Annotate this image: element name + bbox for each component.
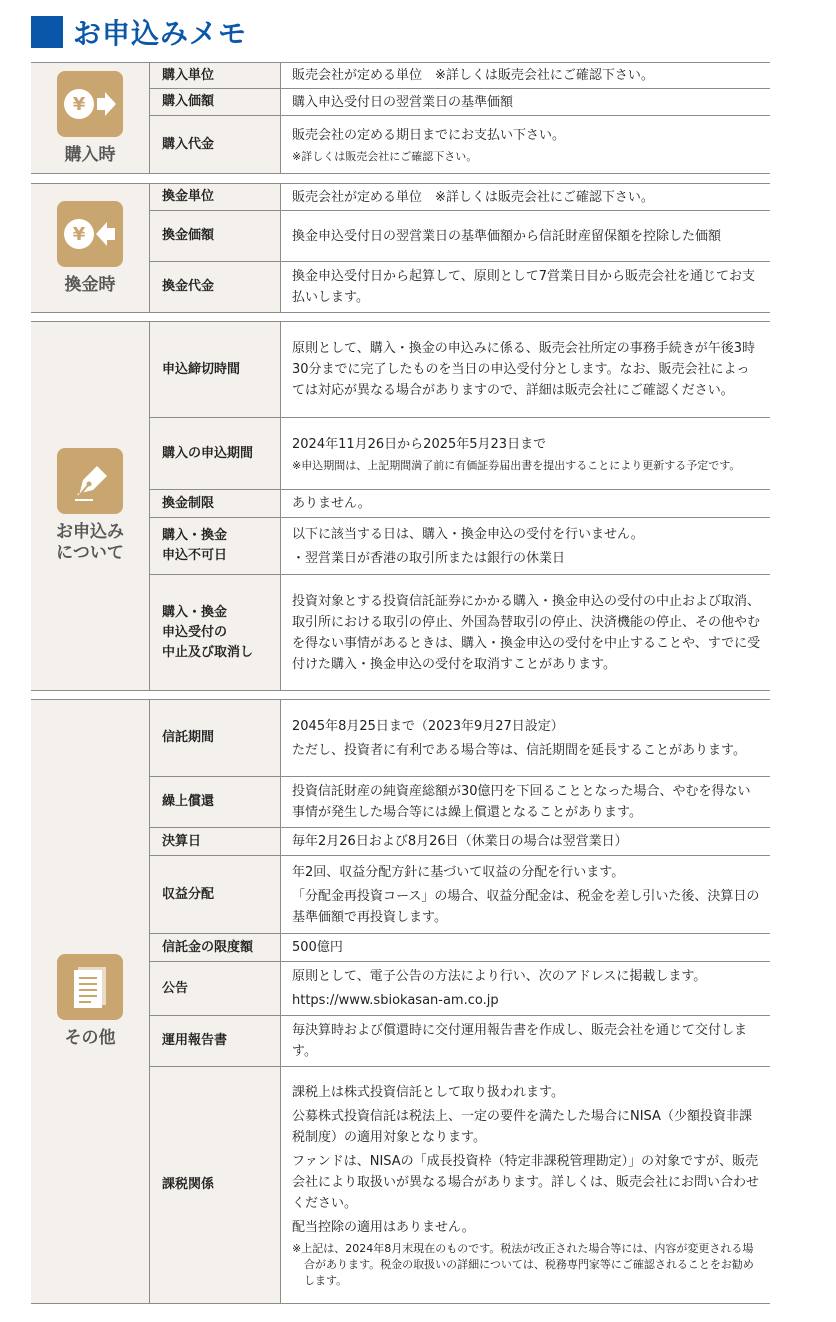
row-content — [281, 700, 770, 776]
fountain-pen-icon — [57, 448, 123, 514]
row-text: 毎決算時および償還時に交付運用報告書を作成し、販売会社を通じて交付します。 — [292, 1023, 748, 1059]
header-square-icon — [31, 16, 63, 48]
row-label: 換金価額 — [150, 211, 281, 261]
row-content — [281, 962, 770, 1015]
row-content — [281, 211, 770, 261]
category-label-line: お申込み — [56, 522, 124, 542]
row-text: ただし、投資者に有利である場合等は、信託期間を延長することがあります。 — [292, 742, 746, 758]
table-row — [150, 322, 770, 418]
row-label: 繰上償還 — [150, 777, 281, 827]
row-content — [281, 490, 770, 517]
row-text: ありません。 — [292, 496, 371, 511]
row-url: https://www.sbiokasan-am.co.jp — [292, 993, 499, 1008]
row-text: 原則として、電子公告の方法により行い、次のアドレスに掲載します。 — [292, 969, 707, 984]
table-row — [150, 575, 770, 690]
row-text: 公募株式投資信託は税法上、一定の要件を満たした場合にNISA（少額投資非課税制度）の適用対象となります。 — [292, 1108, 752, 1145]
category-label: その他 — [64, 1028, 116, 1048]
row-text: 2024年11月26日から2025年5月23日まで — [292, 436, 547, 452]
row-label — [150, 518, 281, 574]
row-content — [281, 418, 770, 489]
row-label: 収益分配 — [150, 856, 281, 933]
row-label: 換金単位 — [150, 184, 281, 210]
table-row — [150, 211, 770, 262]
category-cell — [31, 322, 150, 690]
table-row — [150, 89, 770, 116]
group-purchase — [31, 62, 770, 174]
row-label: 公告 — [150, 962, 281, 1015]
row-content — [281, 322, 770, 417]
table-row — [150, 1016, 770, 1067]
row-label: 運用報告書 — [150, 1016, 281, 1066]
table-row — [150, 934, 770, 962]
row-label — [150, 575, 281, 690]
row-content — [281, 262, 770, 312]
table-row — [150, 828, 770, 856]
category-label: 購入時 — [64, 144, 116, 165]
table-row — [150, 63, 770, 89]
row-text: 換金申込受付日から起算して、原則として7営業日目から販売会社を通じてお支払いします。 — [292, 269, 756, 305]
row-label: 購入価額 — [150, 89, 281, 115]
row-content — [281, 1067, 770, 1303]
table-row — [150, 490, 770, 518]
row-label: 決算日 — [150, 828, 281, 855]
table-row — [150, 116, 770, 173]
category-label: 換金時 — [64, 274, 116, 295]
svg-text:¥: ¥ — [72, 223, 86, 245]
row-label-line: 中止及び取消し — [162, 644, 254, 660]
row-text: 購入申込受付日の翌営業日の基準価額 — [292, 94, 514, 110]
table-row — [150, 700, 770, 777]
row-label: 申込締切時間 — [150, 322, 281, 417]
table-row — [150, 518, 770, 575]
row-label-line: 申込受付の — [162, 624, 228, 640]
table-row — [150, 777, 770, 828]
row-label-line: 購入・換金 — [162, 604, 228, 620]
row-note: ※上記は、2024年8月末現在のものです。税法が改正された場合等には、内容が変更される場合があります。税金の取扱いの詳細については、税務専門家等にご確認されることをお勧めします。 — [292, 1241, 754, 1287]
row-label: 換金制限 — [150, 490, 281, 517]
document-icon — [57, 954, 123, 1020]
row-label: 課税関係 — [150, 1067, 281, 1303]
row-text: 配当控除の適用はありません。 — [292, 1219, 475, 1235]
row-label-line: 購入・換金 — [162, 528, 228, 543]
row-text: 毎年2月26日および8月26日（休業日の場合は翌営業日） — [292, 834, 628, 849]
row-text: 2045年8月25日まで（2023年9月27日設定） — [292, 718, 564, 734]
category-cell — [31, 700, 150, 1303]
row-text: 課税上は株式投資信託として取り扱われます。 — [292, 1084, 564, 1100]
row-text: 投資対象とする投資信託証券にかかる購入・換金申込の受付の中止および取消、取引所における取引の停止、外国為替取引の停止、決済機能の停止、その他やむを得ない事情があるときは、購入・換金申込の受付を中止することや、すでに受付けた購入・換金申込の受付を取消すことがあります。 — [292, 593, 761, 672]
row-text: 換金申込受付日の翌営業日の基準価額から信託財産留保額を控除した価額 — [292, 228, 722, 244]
row-label: 購入の申込期間 — [150, 418, 281, 489]
row-label-line: 申込不可日 — [162, 548, 228, 563]
row-text: ファンドは、NISAの「成長投資枠（特定非課税管理勘定）」の対象ですが、販売会社により取扱いが異なる場合があります。詳しくは、販売会社にお問い合わせください。 — [292, 1153, 759, 1211]
row-content — [281, 89, 770, 115]
row-text: 販売会社の定める期日までにお支払い下さい。 — [292, 127, 566, 143]
row-content — [281, 856, 770, 933]
svg-text:¥: ¥ — [72, 93, 86, 115]
category-cell — [31, 63, 150, 173]
row-text: ・翌営業日が香港の取引所または銀行の休業日 — [292, 550, 566, 566]
row-text: 販売会社が定める単位 ※詳しくは販売会社にご確認下さい。 — [292, 68, 654, 83]
row-content — [281, 828, 770, 855]
row-label: 購入単位 — [150, 63, 281, 88]
row-text: 「分配金再投資コース」の場合、収益分配金は、税金を差し引いた後、決算日の基準価額で再投資します。 — [292, 888, 760, 925]
row-text: 原則として、購入・換金の申込みに係る、販売会社所定の事務手続きが午後3時30分までに完了したものを当日の申込受付分とします。なお、販売会社によっては対応が異なる場合がありますので、詳細は販売会社にご確認ください。 — [292, 341, 756, 398]
row-text: 年2回、収益分配方針に基づいて収益の分配を行います。 — [292, 864, 625, 880]
yen-arrow-in-icon — [57, 71, 123, 137]
row-label: 換金代金 — [150, 262, 281, 312]
table-row — [150, 418, 770, 490]
table-row — [150, 856, 770, 934]
group-other — [31, 699, 770, 1304]
row-note: ※申込期間は、上記期間満了前に有価証券届出書を提出することにより更新する予定です。 — [292, 458, 741, 472]
table-row — [150, 1067, 770, 1303]
row-text: 販売会社が定める単位 ※詳しくは販売会社にご確認下さい。 — [292, 189, 654, 205]
row-text: 500億円 — [292, 940, 343, 955]
row-content — [281, 777, 770, 827]
group-redemption — [31, 183, 770, 313]
row-label: 信託金の限度額 — [150, 934, 281, 961]
row-label: 信託期間 — [150, 700, 281, 776]
row-text: 以下に該当する日は、購入・換金申込の受付を行いません。 — [292, 526, 644, 542]
yen-arrow-out-icon — [57, 201, 123, 267]
page-title: お申込みメモ — [73, 17, 248, 50]
row-text: 投資信託財産の純資産総額が30億円を下回ることとなった場合、やむを得ない事情が発生した場合等には繰上償還となることがあります。 — [292, 784, 751, 820]
category-label-line: について — [56, 543, 124, 563]
row-label: 購入代金 — [150, 116, 281, 173]
group-application — [31, 321, 770, 691]
row-content — [281, 116, 770, 173]
table-row — [150, 962, 770, 1016]
table-row — [150, 184, 770, 211]
table-row — [150, 262, 770, 312]
row-content — [281, 934, 770, 961]
page-header — [31, 14, 247, 50]
category-label — [56, 522, 124, 564]
row-content — [281, 575, 770, 690]
row-content — [281, 1016, 770, 1066]
row-content — [281, 63, 770, 88]
row-content — [281, 518, 770, 574]
row-note: ※詳しくは販売会社にご確認下さい。 — [292, 149, 478, 163]
row-content — [281, 184, 770, 210]
category-cell — [31, 184, 150, 312]
